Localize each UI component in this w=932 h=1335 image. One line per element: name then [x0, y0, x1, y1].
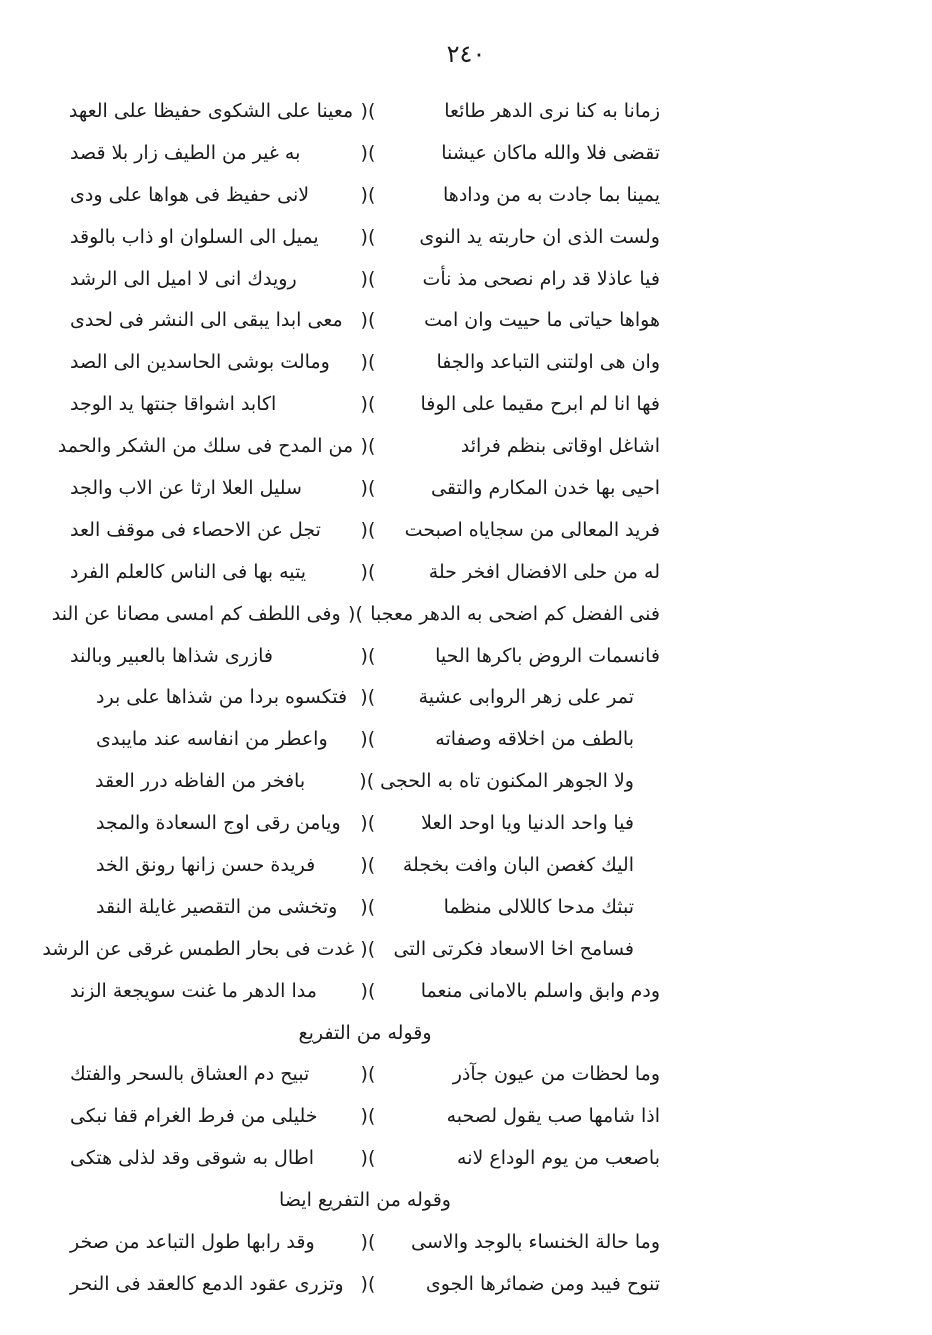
verse-line: [70, 760, 660, 802]
verse-second-hemistich: وفى اللطف كم امسى مصانا عن الند: [51, 602, 341, 625]
verse-first-hemistich: تمر على زهر الروابى عشية: [418, 686, 634, 709]
hemistich-separator: )(: [360, 728, 376, 751]
verse-line: [70, 551, 660, 593]
verse-first-hemistich: وان هى اولتنى التباعد والجفا: [436, 351, 660, 374]
verse-line: [70, 1137, 660, 1179]
verse-second-hemistich: رويدك انى لا اميل الى الرشد: [70, 267, 297, 290]
verse-line: [42, 928, 660, 970]
verse-second-hemistich: ويامن رقى اوج السعادة والمجد: [96, 812, 341, 835]
verse-first-hemistich: تقضى فلا والله ماكان عيشنا: [441, 141, 660, 164]
verse-second-hemistich: وتزرى عقود الدمع كالعقد فى النحر: [70, 1272, 344, 1295]
hemistich-separator: )(: [360, 393, 376, 416]
hemistich-separator: )(: [360, 225, 376, 248]
verse-second-hemistich: يتيه بها فى الناس كالعلم الفرد: [70, 560, 307, 583]
verse-line: [70, 90, 660, 132]
hemistich-separator: )(: [360, 351, 376, 374]
verse-first-hemistich: اليك كغصن البان وافت بخجلة: [402, 853, 634, 876]
hemistich-separator: )(: [360, 518, 376, 541]
verse-second-hemistich: سليل العلا ارثا عن الاب والجد: [70, 476, 302, 499]
hemistich-separator: )(: [360, 686, 376, 709]
verse-first-hemistich: اشاغل اوقاتى بنظم فرائد: [460, 435, 660, 458]
verse-first-hemistich: يمينا بما جادت به من ودادها: [443, 183, 660, 206]
verse-line: [70, 258, 660, 300]
verse-line: [70, 174, 660, 216]
verse-line: [70, 467, 660, 509]
verse-line: [57, 425, 660, 467]
verse-first-hemistich: زمانا به كنا نرى الدهر طائعا: [444, 99, 660, 122]
verse-second-hemistich: وقد رابها طول التباعد من صخر: [70, 1230, 315, 1253]
hemistich-separator: )(: [360, 141, 376, 164]
hemistich-separator: )(: [348, 602, 363, 625]
verse-first-hemistich: تبثك مدحا كاللالى منظما: [443, 895, 634, 918]
verse-second-hemistich: معى ابدا يبقى الى النشر فى لحدى: [70, 309, 343, 332]
verse-first-hemistich: ولست الذى ان حاربته يد النوى: [419, 225, 660, 248]
verse-line: [70, 970, 660, 1012]
verse-second-hemistich: بافخر من الفاظه درر العقد: [95, 770, 306, 793]
hemistich-separator: )(: [360, 853, 376, 876]
section-heading: وقوله من التفريع ايضا: [279, 1189, 451, 1212]
verse-first-hemistich: وما حالة الخنساء بالوجد والاسى: [411, 1230, 660, 1253]
hemistich-separator: )(: [360, 895, 376, 918]
verse-second-hemistich: خليلى من فرط الغرام قفا نبكى: [70, 1105, 318, 1128]
page-number: ٢٤٠: [446, 40, 486, 68]
verse-second-hemistich: من المدح فى سلك من الشكر والحمد: [57, 435, 354, 458]
hemistich-separator: )(: [359, 770, 375, 793]
hemistich-separator: )(: [360, 979, 376, 1002]
verse-first-hemistich: هواها حياتى ما حييت وان امت: [424, 309, 660, 332]
verse-first-hemistich: ودم وابق واسلم بالامانى منعما: [420, 979, 660, 1002]
verse-line: [70, 1053, 660, 1095]
verse-line: [70, 718, 660, 760]
verse-line: [70, 635, 660, 677]
verse-line: [70, 383, 660, 425]
verse-second-hemistich: مدا الدهر ما غنت سويجعة الزند: [70, 979, 317, 1002]
verse-first-hemistich: فسامح اخا الاسعاد فكرتى التى: [393, 937, 634, 960]
verse-line: [70, 802, 660, 844]
verse-first-hemistich: اذا شامها صب يقول لصحبه: [446, 1105, 660, 1128]
hemistich-separator: )(: [360, 267, 376, 290]
verse-line: [51, 593, 660, 635]
verse-line: [70, 844, 660, 886]
verse-line: [70, 341, 660, 383]
verse-second-hemistich: اطال به شوقى وقد لذلى هتكى: [70, 1147, 315, 1170]
hemistich-separator: )(: [360, 435, 376, 458]
verse-line: [70, 299, 660, 341]
verse-second-hemistich: اكابد اشواقا جنتها يد الوجد: [70, 393, 277, 416]
verse-second-hemistich: تجل عن الاحصاء فى موقف العد: [70, 518, 321, 541]
hemistich-separator: )(: [360, 99, 376, 122]
poem-text-block: [42, 90, 660, 1305]
verse-first-hemistich: ولا الجوهر المكنون تاه به الحجى: [380, 770, 634, 793]
verse-first-hemistich: فريد المعالى من سجاياه اصبحت: [404, 518, 660, 541]
verse-first-hemistich: له من حلى الافضال افخر حلة: [428, 560, 660, 583]
hemistich-separator: )(: [360, 812, 376, 835]
verse-line: [70, 1095, 660, 1137]
verse-second-hemistich: واعطر من انفاسه عند مايبدى: [96, 728, 328, 751]
verse-second-hemistich: معينا على الشكوى حفيظا على العهد: [68, 99, 354, 122]
hemistich-separator: )(: [360, 560, 376, 583]
verse-second-hemistich: يميل الى السلوان او ذاب بالوقد: [70, 225, 319, 248]
verse-first-hemistich: فها انا لم ابرح مقيما على الوفا: [420, 393, 660, 416]
hemistich-separator: )(: [360, 1147, 376, 1170]
verse-first-hemistich: بالطف من اخلاقه وصفاته: [435, 728, 634, 751]
verse-first-hemistich: فانسمات الروض باكرها الحيا: [435, 644, 660, 667]
verse-line: [70, 509, 660, 551]
verse-second-hemistich: به غير من الطيف زار بلا قصد: [70, 141, 301, 164]
verse-first-hemistich: احيى بها خدن المكارم والتقى: [431, 476, 660, 499]
hemistich-separator: )(: [360, 1272, 376, 1295]
verse-line: [70, 1263, 660, 1305]
verse-second-hemistich: فتكسوه بردا من شذاها على برد: [96, 686, 348, 709]
verse-second-hemistich: ومالت بوشى الحاسدين الى الصد: [70, 351, 330, 374]
verse-first-hemistich: فيا واحد الدنيا ويا اوحد العلا: [421, 812, 634, 835]
verse-first-hemistich: وما لحظات من عيون جآذر: [452, 1063, 660, 1086]
verse-second-hemistich: تبيح دم العشاق بالسحر والفتك: [70, 1063, 310, 1086]
verse-second-hemistich: وتخشى من التقصير غايلة النقد: [96, 895, 338, 918]
verse-line: [70, 1221, 660, 1263]
hemistich-separator: )(: [360, 644, 376, 667]
hemistich-separator: )(: [360, 1230, 376, 1253]
verse-first-hemistich: فيا عاذلا قد رام نصحى مذ نأت: [422, 267, 660, 290]
verse-second-hemistich: فريدة حسن زانها رونق الخد: [96, 853, 316, 876]
verse-second-hemistich: غدت فى بحار الطمس غرقى عن الرشد: [42, 937, 355, 960]
verse-second-hemistich: لانى حفيظ فى هواها على ودى: [70, 183, 310, 206]
hemistich-separator: )(: [360, 1063, 376, 1086]
verse-first-hemistich: تنوح فيبد ومن ضمائرها الجوى: [425, 1272, 660, 1295]
hemistich-separator: )(: [360, 309, 376, 332]
hemistich-separator: )(: [360, 1105, 376, 1128]
verse-line: [70, 216, 660, 258]
verse-second-hemistich: فازرى شذاها بالعبير وبالند: [70, 644, 273, 667]
verse-line: [70, 886, 660, 928]
verse-line: [70, 676, 660, 718]
hemistich-separator: )(: [360, 937, 376, 960]
hemistich-separator: )(: [360, 183, 376, 206]
section-heading: وقوله من التفريع: [298, 1021, 432, 1044]
verse-first-hemistich: باصعب من يوم الوداع لانه: [457, 1147, 660, 1170]
verse-first-hemistich: فنى الفضل كم اضحى به الدهر معجبا: [370, 602, 660, 625]
hemistich-separator: )(: [360, 476, 376, 499]
verse-line: [70, 132, 660, 174]
